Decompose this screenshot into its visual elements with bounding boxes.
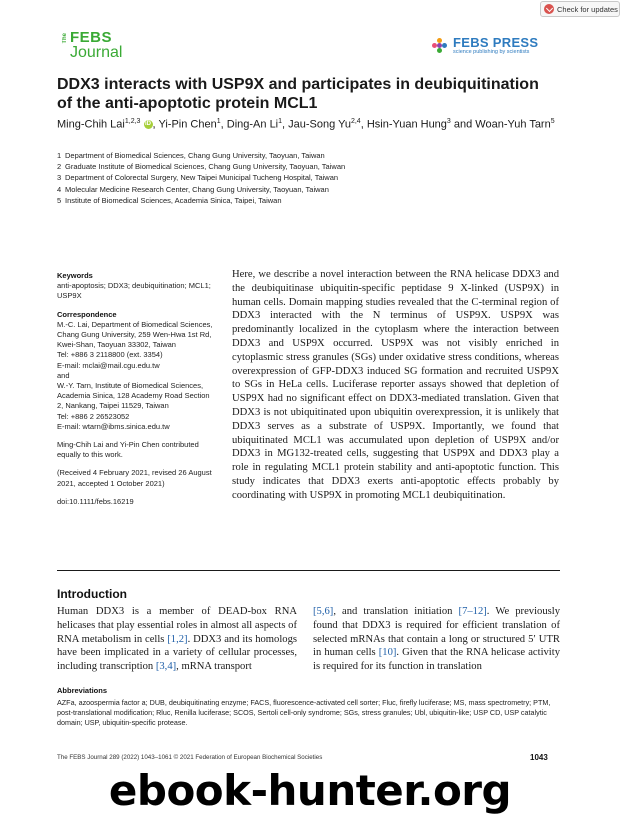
- affiliation-number: 2: [57, 162, 62, 172]
- affiliation-item: [57, 150, 577, 161]
- correspondence-line: W.-Y. Tarn, Institute of Biomedical Sciences, Academia Sinica, 128 Academy Road Section 2, Nankang, Taipei 11529, Taiwan: [57, 381, 210, 411]
- body-text: , and translation initiation: [333, 606, 459, 617]
- page-number: 1043: [530, 753, 548, 762]
- author-affiliation-marker: 5: [550, 118, 555, 125]
- abstract-text: Here, we describe a novel interaction between the RNA helicase DDX3 and the deubiquitinase ubiquitin-specific peptidase 9 X-linked (USP9X) in human cells. Domain mapping studies revealed that the C-terminal region of DDX3 interacted with the N terminus of USP9X. USP9X was predominantly localized in the cytoplasm where the interaction between DDX3 and USP9X occurred. USP9X was not visibly enriched in cytoplasmic stress granules (SGs) under oxidative stress conditions, whereas overexpression of GFP-DDX3 induced SG formation and recruited USP9X to SGs in HeLa cells. Luciferase reporter assays showed that depletion of USP9X had no significant effect on DDX3-mediated translation. Given that DDX3 is not ubiquitinated upon ubiquitin overexpression, it is unlikely that DDX3 serves as a substrate of USP9X. Importantly, we found that ubiquitinated MCL1 was accumulated upon depletion of USP9X and/or DDX3 in MG132-treated cells, suggesting that USP9X and DDX3 play a role in regulating MCL1 protein stability and anti-apoptotic function. This study indicates that DDX3 exerts anti-apoptotic effects probably by coordinating with USP9X in promoting MCL1 deubiquitination.: [232, 269, 559, 501]
- check-for-updates-label: Check for updates: [557, 4, 618, 14]
- publisher-logo: [432, 36, 538, 56]
- affiliation-number: 3: [57, 173, 62, 183]
- reference-link[interactable]: [3,4]: [155, 661, 177, 673]
- affiliations: [57, 150, 577, 206]
- author-list: Ming-Chih Lai$^{1,2,3}$ iD , Yi-Pin Chen$^1$, Ding-An Li$^1$, Jau-Song Yu$^{2,4}$, Hsin-Yuan Hung$^3$ and Woan-Yuh Tarn$^5$: [57, 118, 555, 131]
- correspondence-line: M.-C. Lai, Department of Biomedical Sciences, Chang Gung University, 259 Wen-Hwa 1st Rd, Kwei-Shan, Taoyuan 33302, Taiwan: [57, 319, 213, 350]
- author-affiliation-marker: 3: [446, 118, 451, 125]
- publisher-name: FEBS PRESS: [453, 35, 539, 50]
- introduction-left-column: [57, 605, 297, 674]
- article-sidebar: [57, 271, 217, 515]
- reference-link[interactable]: [1,2]: [167, 633, 188, 645]
- journal-logo-sub: Journal: [70, 44, 123, 61]
- keywords-text: anti-apoptosis; DDX3; deubiquitination; MCL1; USP9X: [57, 281, 211, 301]
- affiliation-number: 1: [57, 151, 62, 160]
- febs-press-dots-icon: [432, 38, 448, 54]
- author-name: Ding-An Li: [226, 118, 279, 131]
- check-updates-icon: [544, 4, 554, 14]
- affiliation-text: Graduate Institute of Biomedical Sciences, Chang Gung University, Taoyuan, Taiwan: [65, 162, 346, 172]
- affiliation-item: [57, 184, 577, 195]
- affiliation-item: [57, 172, 577, 183]
- journal-logo-name: FEBS: [70, 29, 113, 46]
- body-text: , mRNA transport: [176, 661, 252, 673]
- section-divider: [57, 570, 560, 571]
- affiliation-text: Department of Colorectal Surgery, New Taipei Municipal Tucheng Hospital, Taiwan: [65, 173, 339, 183]
- author-affiliation-marker: 1: [278, 118, 283, 125]
- affiliation-text: Department of Biomedical Sciences, Chang Gung University, Taoyuan, Taiwan: [65, 151, 325, 160]
- affiliation-text: Institute of Biomedical Sciences, Academia Sinica, Taipei, Taiwan: [65, 195, 282, 205]
- introduction-heading: Introduction: [57, 587, 127, 601]
- correspondence-heading: Correspondence: [57, 309, 117, 319]
- journal-logo-prefix: The: [62, 33, 68, 44]
- author-name: Hsin-Yuan Hung: [366, 118, 447, 131]
- author-affiliation-marker: 2,4: [350, 118, 361, 125]
- correspondence-line: E-mail: mclai@mail.cgu.edu.tw: [57, 360, 160, 370]
- abbreviations-text: AZFa, azoospermia factor a; DUB, deubiquitinating enzyme; FACS, fluorescence-activated cell sorter; Fluc, firefly luciferase; MS, mass spectrometry; PTM, post-translational modification; Rluc, Renilla luciferase; SCOS, Sertoli cell-only syndrome; SGs, stress granules; Ubl, ubiquitin-like; USP CD, USP catalytic domain; USP, ubiquitin-specific protease.: [57, 698, 551, 727]
- watermark-banner: [0, 766, 620, 815]
- abbreviations-heading: Abbreviations: [57, 686, 108, 695]
- publisher-tagline: science publishing by scientists: [453, 49, 530, 55]
- correspondence-line: Tel: +886 3 2118800 (ext. 3354): [57, 350, 163, 360]
- correspondence-line: E-mail: wtarn@ibms.sinica.edu.tw: [57, 421, 170, 431]
- body-text: Human DDX3 is a member of DEAD-box RNA helicases that play essential roles in almost all aspects of RNA metabolism in cells: [57, 606, 297, 645]
- affiliation-text: Molecular Medicine Research Center, Chang Gung University, Taoyuan, Taiwan: [65, 184, 329, 194]
- author-name: Jau-Song Yu: [288, 118, 351, 131]
- body-text: . DDX3 and its homologs have been implicated in a variety of cellular processes, including transcription: [57, 633, 297, 673]
- author-name: Woan-Yuh Tarn: [475, 118, 551, 131]
- doi-link[interactable]: doi:10.1111/febs.16219: [57, 496, 134, 506]
- watermark-text: ebook-hunter.org: [108, 766, 512, 815]
- received-dates: (Received 4 February 2021, revised 26 August 2021, accepted 1 October 2021): [57, 468, 212, 488]
- affiliation-item: [57, 195, 577, 206]
- correspondence-details: [57, 320, 217, 432]
- body-text: . We previously found that DDX3 is required for efficient translation of selected mRNAs that contain a long or structured 5′ UTR in human cells: [313, 606, 560, 659]
- reference-link[interactable]: [7–12]: [458, 606, 487, 617]
- keywords-heading: Keywords: [57, 271, 93, 280]
- reference-link[interactable]: [10]: [378, 647, 397, 659]
- footer-citation: The FEBS Journal 289 (2022) 1043–1061 © 2021 Federation of European Biochemical Societies: [57, 754, 323, 761]
- affiliation-number: 4: [57, 184, 62, 194]
- journal-logo: [62, 30, 122, 61]
- author-affiliation-marker: 1: [216, 118, 221, 125]
- equal-contribution-note: Ming-Chih Lai and Yi-Pin Chen contributed equally to this work.: [57, 440, 199, 460]
- orcid-icon[interactable]: iD: [145, 121, 152, 128]
- author-affiliation-marker: 1,2,3: [124, 118, 141, 125]
- body-text: . Given that the RNA helicase activity is required for its function in translation: [313, 647, 560, 673]
- reference-link[interactable]: [5,6]: [313, 606, 334, 617]
- introduction-right-column: [313, 605, 560, 674]
- affiliation-item: [57, 161, 577, 172]
- article-title: DDX3 interacts with USP9X and participates in deubiquitination of the anti-apoptotic protein MCL1: [57, 76, 539, 112]
- affiliation-number: 5: [57, 195, 62, 205]
- correspondence-line: Tel: +886 2 26523052: [57, 411, 130, 421]
- check-for-updates-button[interactable]: [540, 1, 620, 17]
- author-name: Yi-Pin Chen: [158, 118, 217, 131]
- author-name: Ming-Chih Lai: [57, 118, 125, 131]
- correspondence-line: and: [57, 370, 70, 380]
